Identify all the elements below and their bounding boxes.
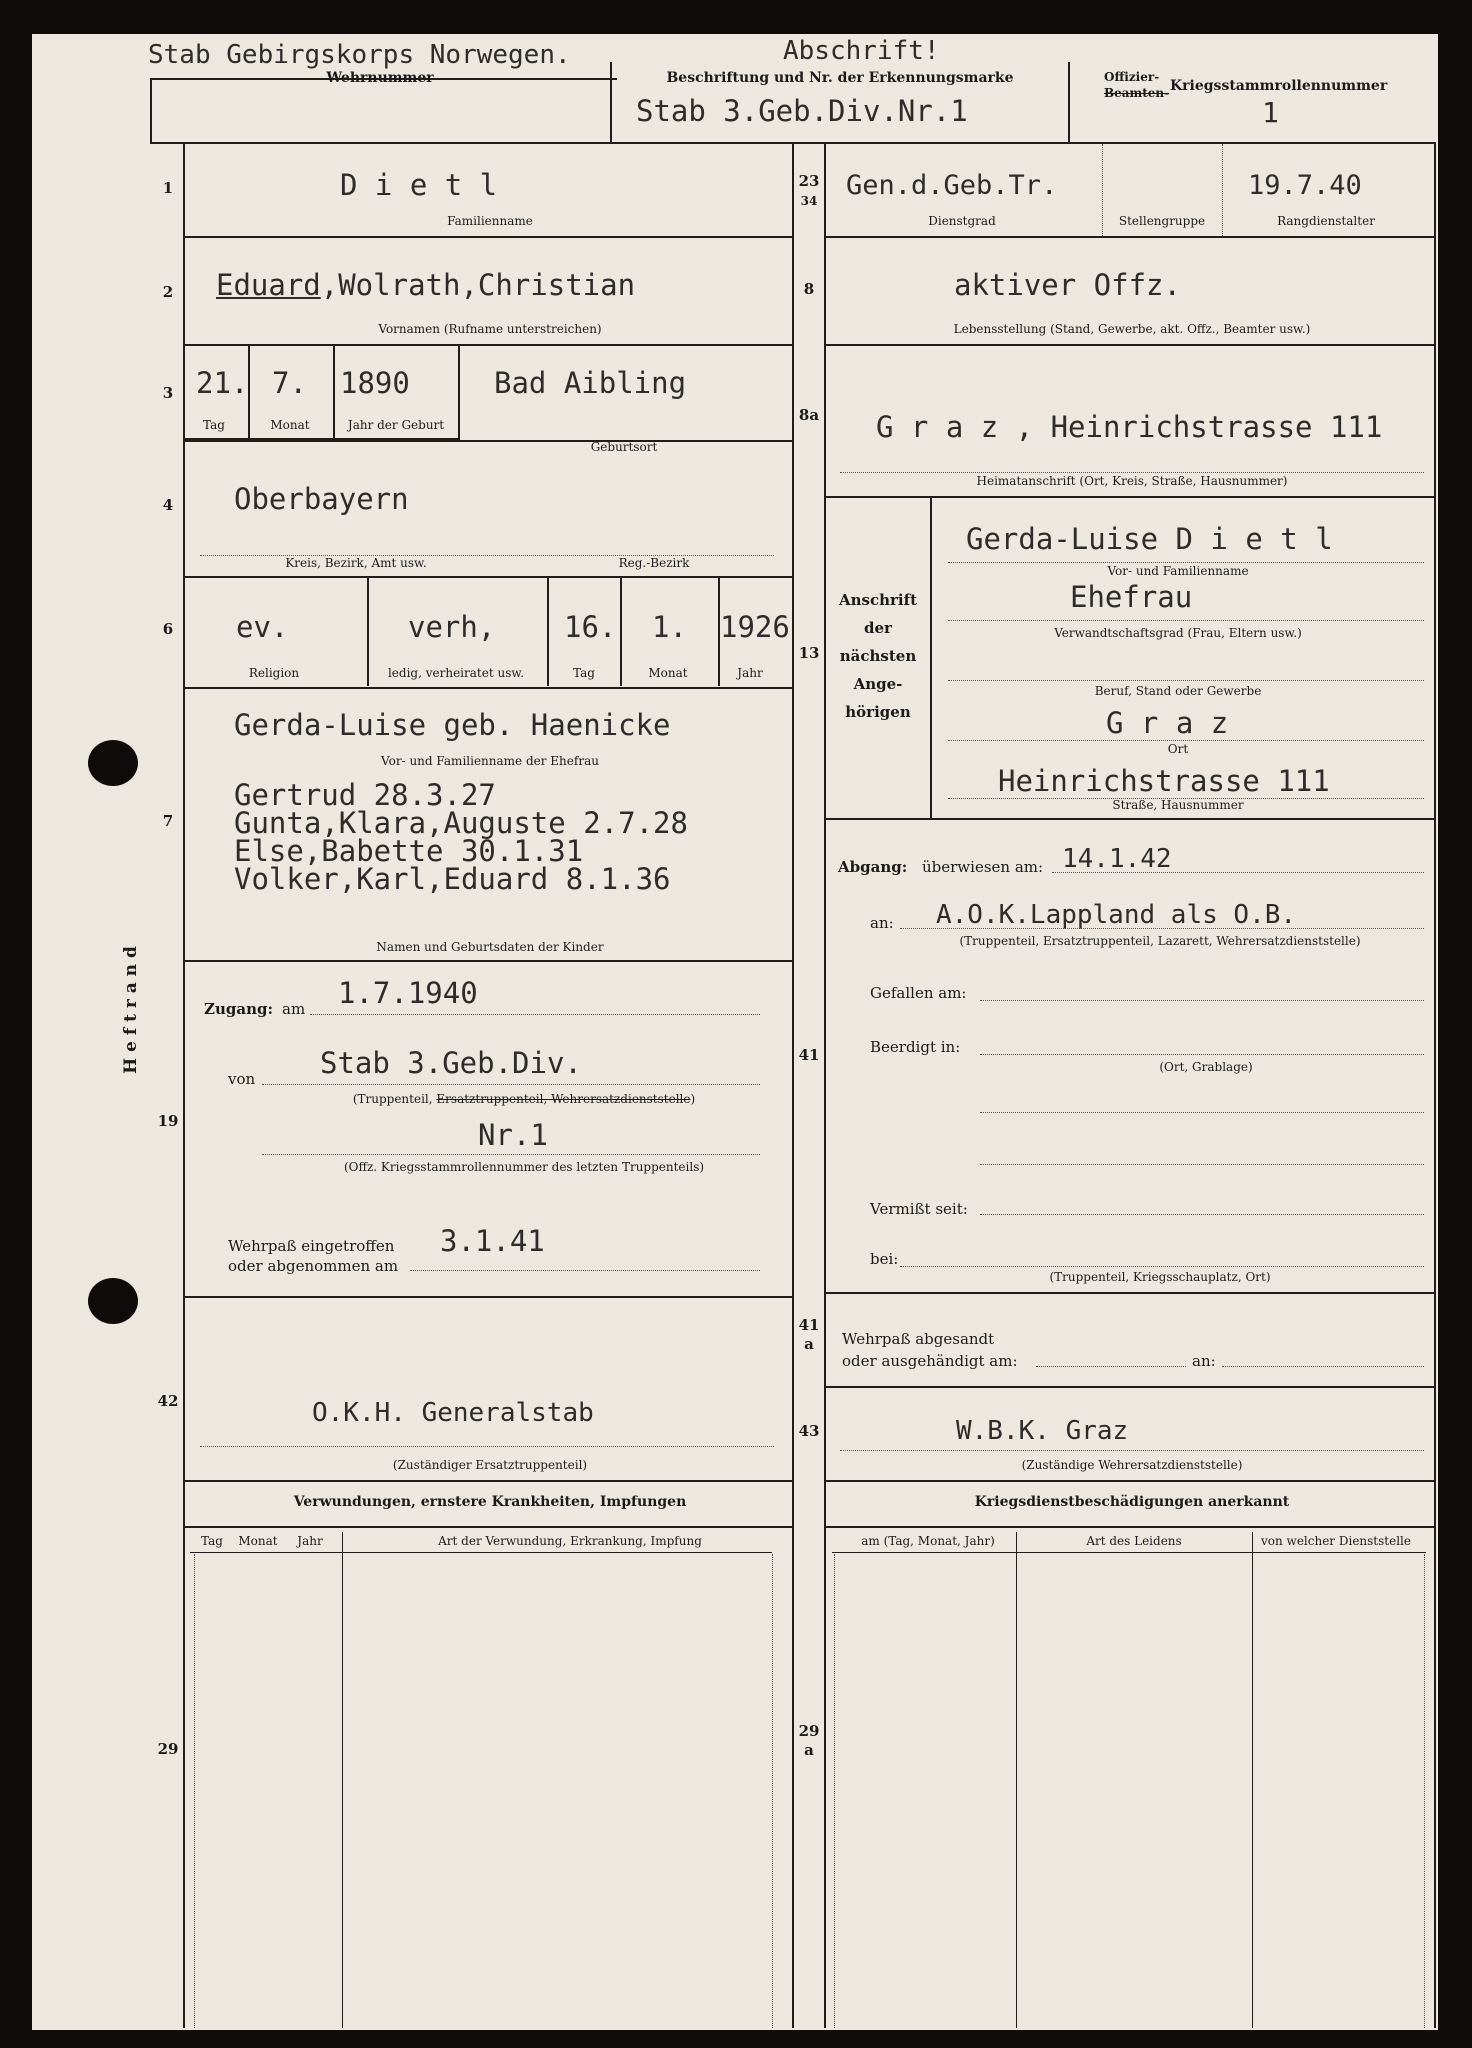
ehefrau-name-label: Vor- und Familienname der Ehefrau: [381, 754, 599, 768]
row-number-41: 41: [798, 1046, 820, 1064]
offizier-label: Offizier-: [1104, 70, 1160, 84]
row-number-8a: 8a: [798, 406, 820, 424]
lebensstellung-label: Lebensstellung (Stand, Gewerbe, akt. Offz., Beamter usw.): [953, 322, 1311, 336]
bei-sublabel: (Truppenteil, Kriegsschauplatz, Ort): [1049, 1270, 1271, 1284]
punch-hole-top: [88, 740, 138, 786]
verwandtschaftsgrad-label: Verwandtschaftsgrad (Frau, Eltern usw.): [1054, 626, 1302, 640]
row-number-8: 8: [803, 280, 815, 298]
wehrersatzdienststelle-value: W.B.K. Graz: [956, 1416, 1129, 1446]
beamten-label: Beamten-: [1104, 86, 1170, 100]
abgang-label: Abgang:: [838, 858, 908, 876]
kind-4: Volker,Karl,Eduard 8.1.36: [234, 862, 671, 896]
zugang-am-label: am: [282, 1000, 306, 1018]
lebensstellung-value: aktiver Offz.: [954, 268, 1181, 302]
row-number-19: 19: [157, 1112, 179, 1130]
beerdigt-sublabel: (Ort, Grablage): [1159, 1060, 1253, 1074]
geburtsort-label: Geburtsort: [590, 440, 658, 454]
angehoerige-name-label: Vor- und Familienname: [1107, 564, 1249, 578]
familienstand-value: verh,: [408, 610, 496, 644]
verwandtschaftsgrad-value: Ehefrau: [1070, 580, 1193, 614]
row-number-29a: 29 a: [798, 1722, 820, 1759]
verwundungen-title: Verwundungen, ernstere Krankheiten, Impfungen: [293, 1494, 687, 1510]
vornamen-value: [216, 268, 635, 302]
angehoerige-name-value: Gerda-Luise D i e t l: [966, 522, 1333, 556]
beerdigt-label: Beerdigt in:: [870, 1038, 961, 1056]
row-number-1: 1: [162, 179, 174, 197]
angehoerige-strasse-label: Straße, Hausnummer: [1112, 798, 1244, 812]
familienstand-label: ledig, verheiratet usw.: [387, 666, 525, 680]
ersatztruppenteil-label: (Zuständiger Ersatztruppenteil): [392, 1458, 588, 1472]
kriegsstammrollennummer-label: Kriegsstammrollennummer: [1170, 78, 1388, 94]
beruf-label: Beruf, Stand oder Gewerbe: [1094, 684, 1262, 698]
erkennungsmarke-label: Beschriftung und Nr. der Erkennungsmarke: [666, 70, 1014, 86]
verwundungen-col-monat: Monat: [238, 1534, 278, 1548]
abgang-an-sublabel: (Truppenteil, Ersatztruppenteil, Lazarett, Wehrersatzdienststelle): [959, 934, 1361, 948]
kdb-title: Kriegsdienstbeschädigungen anerkannt: [974, 1494, 1290, 1510]
angehoerige-ort-value: G r a z: [1106, 706, 1229, 740]
verwundungen-col-jahr: Jahr: [297, 1534, 323, 1548]
kind-1: Gertrud 28.3.27: [234, 778, 496, 812]
angehoerige-side-label: Anschrift der nächsten Ange- hörigen: [838, 591, 918, 721]
abgang-an-label: an:: [870, 914, 894, 932]
kdb-col-art: Art des Leidens: [1086, 1534, 1182, 1548]
zugang-von-sublabel: (Truppenteil, Ersatztruppenteil, Wehrersatzdienststelle): [352, 1092, 696, 1106]
reg-bezirk-label: Reg.-Bezirk: [618, 556, 690, 570]
dienstgrad-value: Gen.d.Geb.Tr.: [846, 170, 1058, 201]
row-number-2: 2: [162, 283, 174, 301]
religion-value: ev.: [236, 610, 289, 644]
header-top-note: Stab Gebirgskorps Norwegen.: [148, 40, 571, 70]
rangdienstalter-label: Rangdienstalter: [1277, 214, 1375, 228]
kreis-label: Kreis, Bezirk, Amt usw.: [285, 556, 427, 570]
zugang-von-value: Stab 3.Geb.Div.: [320, 1046, 582, 1080]
ueberwiesen-label: überwiesen am:: [922, 858, 1044, 876]
row-number-29: 29: [157, 1740, 179, 1758]
kinder-label: Namen und Geburtsdaten der Kinder: [376, 940, 604, 954]
geburt-monat-label: Monat: [270, 418, 310, 432]
heirat-monat-label: Monat: [648, 666, 688, 680]
zugang-label: Zugang:: [204, 1000, 273, 1018]
row-number-13: 13: [798, 644, 820, 662]
wehrpass-an-label: an:: [1192, 1352, 1216, 1370]
heirat-monat-value: 1.: [652, 610, 687, 644]
kriegsstammrollennummer-value: 1: [1262, 96, 1279, 129]
kdb-col-stelle: von welcher Dienststelle: [1261, 1534, 1411, 1548]
row-number-41a: 41 a: [798, 1316, 820, 1353]
verwundungen-col-tag: Tag: [201, 1534, 223, 1548]
row-number-23: 23: [798, 172, 820, 190]
abgang-an-value: A.O.K.Lappland als O.B.: [936, 900, 1297, 930]
row-number-43: 43: [798, 1422, 820, 1440]
angehoerige-strasse-value: Heinrichstrasse 111: [998, 764, 1330, 798]
geburtsort-value: Bad Aibling: [494, 366, 687, 400]
heirat-jahr-label: Jahr: [737, 666, 763, 680]
ersatztruppenteil-value: O.K.H. Generalstab: [312, 1398, 594, 1428]
wehrpass-abgesandt-label: Wehrpaß abgesandt oder ausgehändigt am:: [842, 1330, 1018, 1370]
kreis-value: Oberbayern: [234, 482, 409, 516]
row-number-34: 34: [800, 194, 818, 208]
verwundungen-col-art: Art der Verwundung, Erkrankung, Impfung: [438, 1534, 702, 1548]
vornamen-label: Vornamen (Rufname unterstreichen): [378, 322, 602, 336]
copy-mark: Abschrift!: [783, 36, 940, 66]
geburt-jahr-value: 1890: [340, 366, 410, 400]
rufname: Eduard: [216, 268, 321, 302]
abgang-datum-value: 14.1.42: [1062, 844, 1172, 874]
heirat-tag-label: Tag: [573, 666, 595, 680]
heimatanschrift-label: Heimatanschrift (Ort, Kreis, Straße, Hausnummer): [976, 474, 1288, 488]
wehrpass-eingetroffen-label: Wehrpaß eingetroffen oder abgenommen am: [228, 1237, 399, 1275]
religion-label: Religion: [248, 666, 300, 680]
geburt-jahr-label: Jahr der Geburt: [347, 418, 445, 432]
vermisst-label: Vermißt seit:: [870, 1200, 968, 1218]
punch-hole-bottom: [88, 1278, 138, 1324]
kind-3: Else,Babette 30.1.31: [234, 834, 584, 868]
angehoerige-ort-label: Ort: [1167, 742, 1189, 756]
stellengruppe-label: Stellengruppe: [1118, 214, 1206, 228]
row-number-7: 7: [162, 812, 174, 830]
heirat-jahr-value: 1926: [720, 610, 790, 644]
wehrpass-eingetroffen-value: 3.1.41: [440, 1224, 545, 1258]
zugang-datum-value: 1.7.1940: [338, 976, 478, 1010]
weitere-vornamen: ,Wolrath,Christian: [320, 268, 636, 302]
heirat-tag-value: 16.: [564, 610, 617, 644]
rangdienstalter-value: 19.7.40: [1248, 170, 1362, 201]
row-number-4: 4: [162, 496, 174, 514]
row-number-42: 42: [157, 1392, 179, 1410]
kdb-col-am: am (Tag, Monat, Jahr): [861, 1534, 995, 1548]
ehefrau-name-value: Gerda-Luise geb. Haenicke: [234, 708, 671, 742]
erkennungsmarke-value: Stab 3.Geb.Div.Nr.1: [636, 94, 968, 128]
heimatanschrift-value: G r a z , Heinrichstrasse 111: [876, 410, 1383, 444]
wehrnummer-label: Wehrnummer: [326, 70, 434, 86]
dienstgrad-label: Dienstgrad: [928, 214, 996, 228]
familienname-label: Familienname: [447, 214, 533, 228]
row-number-6: 6: [162, 620, 174, 638]
bei-label: bei:: [870, 1250, 899, 1268]
familienname-value: D i e t l: [340, 168, 498, 202]
zugang-kstn-sublabel: (Offz. Kriegsstammrollennummer des letzten Truppenteils): [343, 1160, 705, 1174]
heftrand-label: H e f t r a n d: [121, 946, 141, 1074]
wehrersatzdienststelle-label: (Zuständige Wehrersatzdienststelle): [1021, 1458, 1243, 1472]
geburt-tag-value: 21.: [196, 366, 249, 400]
kind-2: Gunta,Klara,Auguste 2.7.28: [234, 806, 688, 840]
row-number-3: 3: [162, 384, 174, 402]
zugang-von-label: von: [228, 1070, 256, 1088]
gefallen-label: Gefallen am:: [870, 984, 967, 1002]
zugang-kstn-value: Nr.1: [478, 1118, 548, 1152]
geburt-monat-value: 7.: [272, 366, 307, 400]
geburt-tag-label: Tag: [203, 418, 225, 432]
